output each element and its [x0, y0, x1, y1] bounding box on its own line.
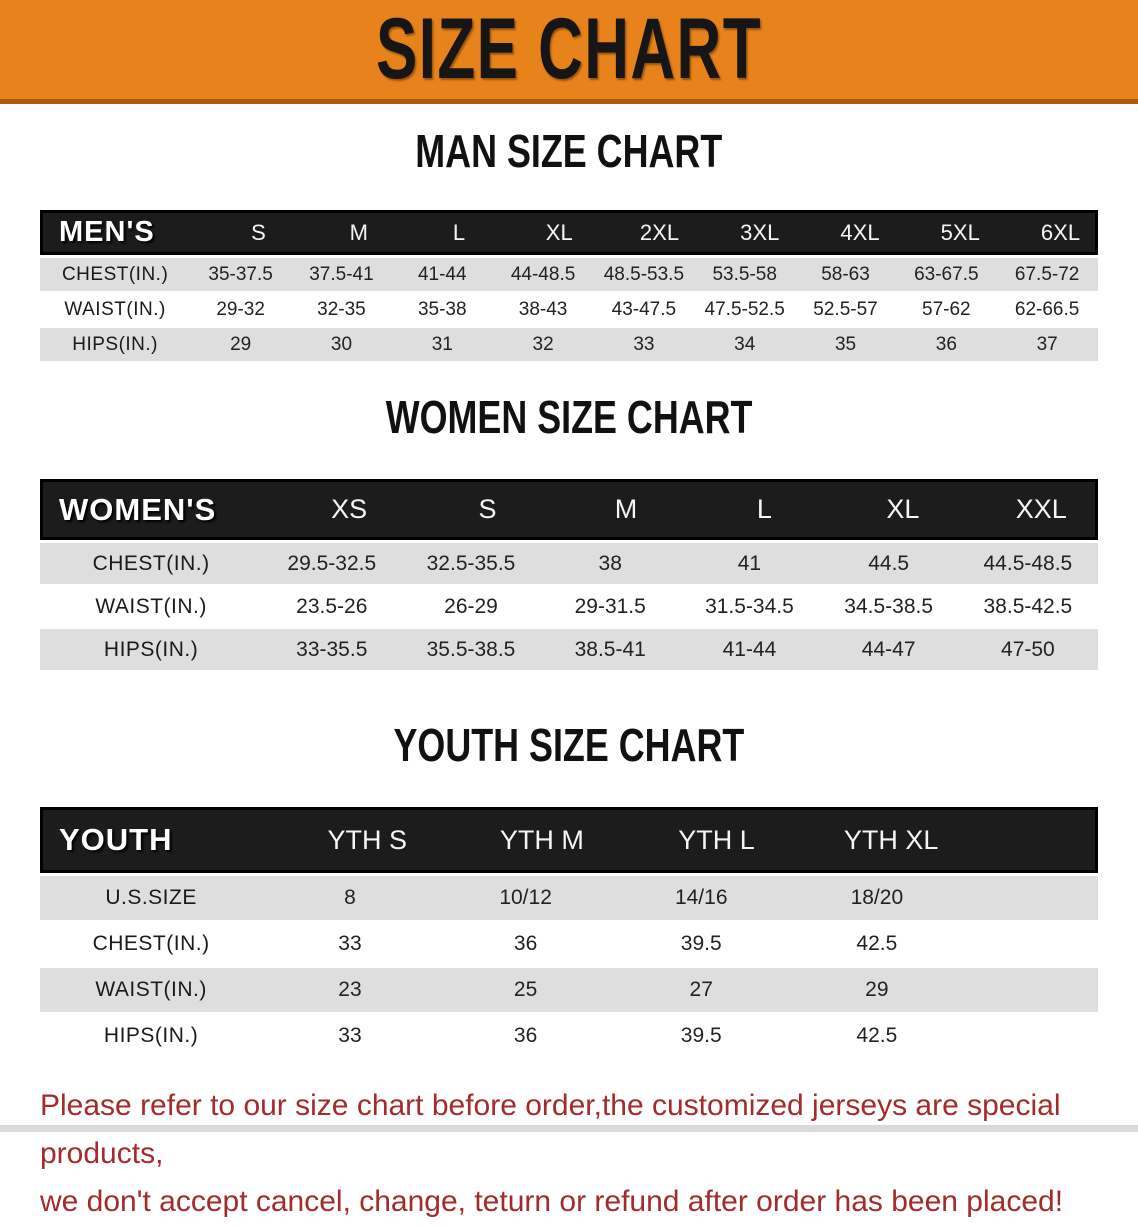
measurement-value: 48.5-53.5: [603, 263, 685, 285]
measurement-value: 53.5-58: [712, 263, 777, 285]
row-label: HIPS(IN.): [72, 333, 158, 355]
measurement-value: 32: [532, 333, 554, 355]
measurement-value: 44-48.5: [510, 263, 576, 285]
man-chart-heading: MAN SIZE CHART: [415, 125, 723, 177]
measurement-value: 8: [344, 886, 356, 909]
size-column-header: 2XL: [639, 219, 680, 245]
table-row: [40, 328, 1098, 361]
footer-line-1: Please refer to our size chart before order,the customized jerseys are special products,: [40, 1089, 1061, 1170]
measurement-value: 62-66.5: [1014, 298, 1080, 320]
measurement-value: 41-44: [417, 263, 467, 285]
measurement-value: 31: [431, 333, 453, 355]
measurement-value: 31.5-34.5: [705, 594, 794, 618]
row-label: HIPS(IN.): [103, 1024, 199, 1047]
man-size-section: [0, 126, 1138, 361]
size-column-header: XS: [331, 494, 368, 524]
measurement-value: 34: [734, 333, 756, 355]
measurement-value: 42.5: [856, 932, 898, 955]
measurement-value: 33: [338, 1024, 362, 1047]
measurement-value: 33-35.5: [296, 637, 368, 661]
measurement-value: 37: [1036, 333, 1058, 355]
measurement-value: 23: [338, 978, 362, 1001]
measurement-value: 58-63: [821, 263, 870, 285]
measurement-value: 36: [513, 1024, 538, 1047]
row-label: CHEST(IN.): [92, 932, 210, 955]
measurement-value: 35.5-38.5: [426, 637, 516, 661]
size-column-header: 3XL: [740, 219, 780, 245]
table-header-label: MEN'S: [59, 216, 155, 248]
size-column-header: YTH L: [678, 824, 755, 855]
row-label: HIPS(IN.): [103, 637, 199, 661]
measurement-value: 25: [513, 978, 538, 1001]
size-column-header: YTH M: [499, 824, 584, 855]
measurement-value: 32.5-35.5: [426, 551, 516, 575]
measurement-value: 57-62: [922, 298, 971, 320]
measurement-value: 41: [737, 551, 762, 575]
size-column-header: XL: [886, 494, 920, 524]
measurement-value: 39.5: [680, 932, 722, 955]
table-row: [40, 293, 1098, 326]
measurement-value: 37.5-41: [309, 263, 374, 285]
table-row: [40, 1014, 1098, 1058]
size-column-header: YTH XL: [843, 824, 939, 855]
measurement-value: 29-31.5: [574, 594, 646, 618]
size-column-header: XL: [545, 219, 573, 245]
youth-size-section: [0, 719, 1138, 1058]
measurement-value: 44.5-48.5: [983, 551, 1073, 575]
table-row: [40, 258, 1098, 291]
measurement-value: 27: [689, 978, 713, 1001]
measurement-value: 29: [230, 333, 252, 355]
row-label: U.S.SIZE: [105, 886, 197, 909]
measurement-value: 39.5: [680, 1024, 722, 1047]
table-header-row: [40, 807, 1098, 873]
measurement-value: 32-35: [317, 298, 366, 320]
measurement-value: 29.5-32.5: [287, 551, 377, 575]
table-row: [40, 586, 1098, 627]
bottom-divider: [0, 1125, 1138, 1132]
size-column-header: 5XL: [940, 219, 980, 245]
size-column-header: S: [478, 494, 497, 524]
measurement-value: 29: [865, 978, 889, 1001]
measurement-value: 35-38: [417, 298, 467, 320]
table-header-row: [40, 479, 1098, 540]
measurement-value: 38.5-42.5: [983, 594, 1073, 618]
size-column-header: 6XL: [1040, 219, 1081, 245]
women-size-section: [0, 391, 1138, 670]
table-row: [40, 543, 1098, 584]
measurement-value: 44.5: [868, 551, 910, 575]
measurement-value: 36: [935, 333, 957, 355]
measurement-value: 10/12: [499, 886, 552, 909]
footer-line-2: we don't accept cancel, change, teturn or refund after order has been placed!: [40, 1185, 1064, 1218]
size-column-header: S: [251, 219, 266, 245]
row-label: WAIST(IN.): [95, 594, 207, 618]
table-header-label: YOUTH: [59, 822, 173, 857]
measurement-value: 33: [633, 333, 655, 355]
measurement-value: 63-67.5: [914, 263, 979, 285]
measurement-value: 47.5-52.5: [704, 298, 785, 320]
size-column-header: M: [349, 219, 368, 245]
measurement-value: 29-32: [216, 298, 265, 320]
measurement-value: 47-50: [1001, 637, 1055, 661]
row-label: CHEST(IN.): [92, 551, 210, 575]
table-header-row: [40, 210, 1098, 255]
size-column-header: XXL: [1015, 494, 1067, 524]
row-label: CHEST(IN.): [61, 263, 169, 285]
size-chart-banner: [0, 0, 1138, 104]
youth-chart-heading: YOUTH SIZE CHART: [393, 719, 745, 771]
table-header-label: WOMEN'S: [59, 491, 217, 527]
measurement-value: 18/20: [850, 886, 904, 909]
size-column-header: L: [756, 494, 772, 524]
measurement-value: 34.5-38.5: [844, 594, 934, 618]
measurement-value: 35: [834, 333, 857, 355]
table-row: [40, 876, 1098, 920]
table-row: [40, 922, 1098, 966]
table-row: [40, 629, 1098, 670]
row-label: WAIST(IN.): [95, 978, 207, 1001]
size-column-header: 4XL: [840, 219, 880, 245]
banner-title: SIZE CHART: [376, 1, 762, 97]
size-column-header: M: [614, 494, 638, 524]
measurement-value: 38-43: [518, 298, 568, 320]
measurement-value: 14/16: [674, 886, 728, 909]
size-column-header: L: [452, 219, 466, 245]
measurement-value: 44-47: [861, 637, 916, 661]
measurement-value: 52.5-57: [813, 298, 878, 320]
measurement-value: 43-47.5: [611, 298, 677, 320]
measurement-value: 41-44: [722, 637, 777, 661]
women-chart-heading: WOMEN SIZE CHART: [385, 391, 753, 443]
women-size-table: [40, 479, 1098, 670]
man-size-table: [40, 210, 1098, 361]
measurement-value: 26-29: [444, 594, 498, 618]
measurement-value: 35-37.5: [208, 263, 273, 285]
measurement-value: 36: [513, 932, 538, 955]
measurement-value: 42.5: [856, 1024, 898, 1047]
youth-size-table: [40, 807, 1098, 1058]
size-column-header: YTH S: [327, 824, 407, 855]
measurement-value: 30: [330, 333, 353, 355]
measurement-value: 23.5-26: [296, 594, 368, 618]
footer-note: [0, 1082, 1138, 1226]
row-label: WAIST(IN.): [64, 298, 166, 320]
measurement-value: 38.5-41: [574, 637, 646, 661]
measurement-value: 33: [338, 932, 362, 955]
table-row: [40, 968, 1098, 1012]
measurement-value: 67.5-72: [1014, 263, 1080, 285]
measurement-value: 38: [598, 551, 622, 575]
